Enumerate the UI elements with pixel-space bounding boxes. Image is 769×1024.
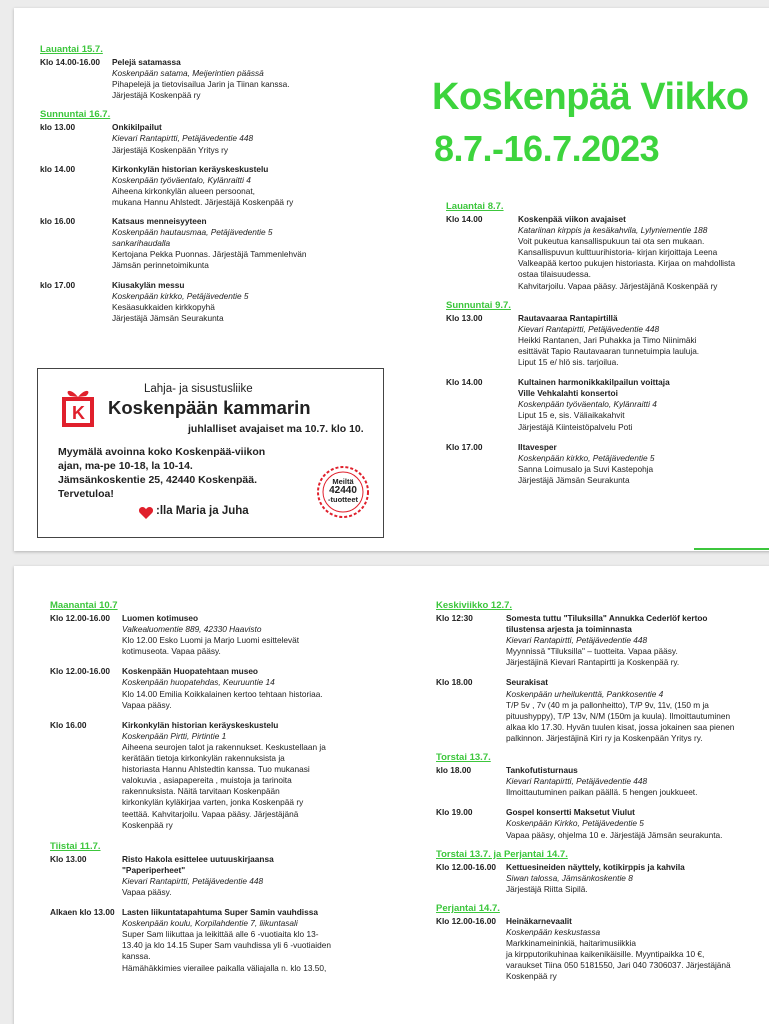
event-item [50, 720, 380, 831]
program-page-1 [14, 8, 769, 551]
event-location: Koskenpään satama, Meijerintien päässä [112, 68, 264, 79]
event-time: Klo 18.00 [436, 677, 473, 688]
event-item [40, 216, 380, 271]
event-details: Aiheena seurojen talot ja rakennukset. Keskustellaan ja kerätään tietoja kirkonkylän rakennuksista ja historiasta Hannu Ahlstedtin kanssa. Tuo mukanasi valokuvia , asiapapereita , muistoja ja tarinoita rakennuksista. Näitä tarvitaan Koskenpään kirkonkylän kyläkirjaa varten, jonka Koskenpää ry teettää. Kahvitarjoilu. Vapaa pääsy. Järjestäjänä Koskenpää ry [122, 741, 326, 830]
event-details: Aiheena kirkonkylän alueen persoonat, mukana Hannu Ahlstedt. Järjestäjä Koskenpää ry [112, 185, 294, 207]
event-time: Klo 13.00 [50, 853, 87, 864]
svg-text:K: K [72, 403, 85, 423]
event-title: Iltavesper [518, 441, 557, 452]
ad-shop-name: Koskenpään kammarin [108, 397, 311, 418]
event-body [506, 613, 769, 668]
event-item [40, 57, 380, 101]
event-title: Luomen kotimuseo [122, 613, 199, 623]
event-location: Koskenpään Pirtti, Pirtintie 1 [122, 730, 227, 741]
event-title: Rautavaaraa Rantapirtillä [518, 312, 618, 323]
event-details: Kertojana Pekka Puonnas. Järjestäjä Tammenlehvän Jämsän perinnetoimikunta [112, 249, 307, 271]
event-title: Seurakisat [506, 677, 548, 688]
event-body [122, 666, 380, 710]
event-body [506, 807, 769, 840]
event-title: Risto Hakola esittelee uutuuskirjaansa "Paperiperheet" [122, 853, 274, 875]
event-time: Klo 17.00 [446, 441, 483, 452]
event-location: Kievari Rantapirtti, Petäjävedentie 448 [506, 776, 648, 787]
event-body [122, 613, 380, 657]
event-body [506, 916, 769, 983]
sheet2-right-column [436, 600, 769, 982]
ad-shop-type: Lahja- ja sisustusliike [144, 383, 253, 395]
event-location: Koskenpään huopatehdas, Keuruuntie 14 [122, 677, 275, 688]
event-body [506, 677, 769, 744]
event-body [518, 214, 769, 292]
event-time: Klo 12.00-16.00 [50, 613, 110, 623]
event-item [50, 907, 380, 974]
event-title: Koskenpään Huopatehtaan museo [122, 666, 259, 677]
day-heading: Torstai 13.7. [436, 752, 491, 764]
event-item [50, 854, 380, 898]
event-time: klo 16.00 [40, 216, 76, 227]
event-time: klo 13.00 [40, 122, 76, 133]
event-location: Kievari Rantapirtti, Petäjävedentie 448 [506, 635, 648, 646]
event-item [40, 122, 380, 155]
event-body [112, 280, 380, 324]
gift-logo-icon [60, 385, 96, 429]
event-details: Järjestäjä Koskenpään Yritys ry [112, 144, 229, 155]
event-time: Klo 14.00 [446, 377, 483, 388]
event-title: Gospel konsertti Maksetut Viulut [506, 807, 635, 818]
day-heading: Lauantai 8.7. [446, 201, 504, 212]
event-body [122, 907, 380, 974]
event-title: Tankofutisturnaus [506, 765, 578, 776]
event-details: Klo 14.00 Emilia Koikkalainen kertoo tehtaan historiaa. Vapaa pääsy. [122, 688, 323, 710]
event-item [436, 765, 769, 798]
ad-signature: :lla Maria ja Juha [156, 505, 249, 517]
event-item [446, 313, 769, 368]
event-location: Koskenpään hautausmaa, Petäjävedentie 5 sankarihaudalla [112, 227, 273, 249]
event-time: Klo 14.00-16.00 [40, 57, 100, 67]
seal-number: 42440 [329, 485, 357, 496]
page-divider [694, 548, 769, 550]
event-title: Onkikilpailut [112, 122, 162, 133]
event-location: Koskenpään kirkko, Petäjävedentie 5 [518, 452, 655, 463]
day-heading: Tiistai 11.7. [50, 840, 101, 852]
event-title: Pelejä satamassa [112, 57, 181, 67]
event-location: Kievari Rantapirtti, Petäjävedentie 448 [122, 875, 264, 886]
ad-details: Myymälä avoinna koko Koskenpää-viikon ajan, ma-pe 10-18, la 10-14. Jämsänkoskentie 25, 42440 Koskenpää. Tervetuloa! [58, 446, 266, 500]
event-details: Heikki Rantanen, Jari Puhakka ja Timo Niinimäki esittävät Tapio Rautavaaran tunnetuimpia lauluja. Liput 15 e/ hlö sis. tarjoilua. [518, 334, 700, 368]
event-item [436, 862, 769, 895]
seal-text [316, 477, 370, 504]
event-body [112, 164, 380, 208]
event-item [50, 666, 380, 710]
event-title: Kirkonkylän historian keräyskeskustelu [112, 163, 269, 174]
sheet1-right-column [446, 201, 769, 486]
event-location: Koskenpään urheilukenttä, Pankkosentie 4 [506, 688, 664, 699]
event-time: Klo 12.00-16.00 [436, 861, 496, 872]
program-page-2 [14, 566, 769, 1024]
event-time: klo 18.00 [436, 765, 472, 776]
event-time: Alkaen klo 13.00 [50, 907, 115, 918]
event-body [518, 313, 769, 368]
program-dates: 8.7.-16.7.2023 [434, 128, 660, 169]
event-details: Kesäasukkaiden kirkkopyhä Järjestäjä Jämsän Seurakunta [112, 301, 224, 323]
event-details: Järjestäjä Riitta Sipilä. [506, 883, 588, 894]
event-body [112, 216, 380, 271]
event-title: Katsaus menneisyyteen [112, 216, 207, 227]
heart-icon [138, 505, 154, 521]
event-details: T/P 5v , 7v (40 m ja pallonheitto), T/P 9v, 11v, (150 m ja pituushyppy), T/P 13v, N/M (150m ja kuula). Ilmoittautuminen alkaa klo 17.30. Hyvän tuulen kisat, jossa jokainen saa pienen palkinnon. Järjestäjinä Kiri ry ja Koskenpään Yritys ry. [506, 699, 735, 743]
event-item [446, 442, 769, 486]
event-location: Kievari Rantapirtti, Petäjävedentie 448 [112, 133, 254, 144]
event-item [436, 677, 769, 744]
day-heading: Perjantai 14.7. [436, 902, 500, 914]
event-item [40, 164, 380, 208]
event-title: Somesta tuttu "Tiluksilla" Annukka Cederlöf kertoo tilustensa arjesta ja toiminnasta [506, 613, 708, 635]
event-details: Voit pukeutua kansallispukuun tai ota sen mukaan. Kansallispuvun kulttuurihistoria- kirjan kirjoittaja Leena Valkeapää kertoo pukujen historiasta. Kirjaa on mahdollista ostaa tilaisuudessa. Kahvitarjoilu. Vapaa pääsy. Järjestäjänä Koskenpää ry [518, 236, 736, 291]
event-body [518, 442, 769, 486]
event-body [112, 57, 380, 101]
event-time: Klo 12.00-16.00 [436, 915, 496, 926]
event-location: Katariinan kirppis ja kesäkahvila, Lylyniementie 188 [518, 225, 708, 236]
event-details: Sanna Loimusalo ja Suvi Kastepohja Järjestäjä Jämsän Seurakunta [518, 463, 654, 485]
event-title: Koskenpää viikon avajaiset [518, 214, 626, 224]
event-time: Klo 12:30 [436, 613, 473, 623]
event-item [436, 613, 769, 668]
shop-advertisement [37, 368, 384, 538]
event-item [436, 916, 769, 983]
event-location: Siwan talossa, Jämsänkoskentie 8 [506, 872, 633, 883]
event-title: Kettuesineiden näyttely, kotikirppis ja kahvila [506, 861, 685, 872]
event-time: klo 14.00 [40, 163, 76, 174]
event-time: Klo 16.00 [50, 719, 87, 730]
event-item [50, 613, 380, 657]
event-body [112, 122, 380, 155]
event-details: Pihapelejä ja tietovisailua Jarin ja Tiinan kanssa. Järjestäjä Koskenpää ry [112, 79, 290, 101]
event-details: Super Sam liikuttaa ja leikittää alle 6 -vuotiaita klo 13- 13.40 ja klo 14.15 Super Sam vauhdissa yli 6 -vuotiaiden kanssa. Hämähäkkimies vierailee paikalla väliajalla n. klo 13.50, [122, 929, 331, 973]
event-item [446, 377, 769, 432]
event-details: Myynnissä "Tiluksilla" – tuotteita. Vapaa pääsy. Järjestäjinä Kievari Rantapirtti ja Koskenpää ry. [506, 646, 680, 668]
event-time: klo 17.00 [40, 279, 76, 290]
event-body [518, 377, 769, 432]
event-item [40, 280, 380, 324]
event-time: Klo 14.00 [446, 214, 483, 224]
sheet1-left-column [40, 44, 380, 324]
event-location: Koskenpään Kirkko, Petäjävedentie 5 [506, 818, 644, 829]
event-item [436, 807, 769, 840]
seal-top-text: Meiltä [332, 477, 354, 486]
seal-bottom-text: -tuotteet [328, 495, 358, 504]
event-details: Vapaa pääsy, ohjelma 10 e. Järjestäjä Jämsän seurakunta. [506, 829, 723, 840]
event-body [122, 720, 380, 831]
ad-opening-info: juhlalliset avajaiset ma 10.7. klo 10. [188, 423, 364, 435]
event-title: Lasten liikuntatapahtuma Super Samin vauhdissa [122, 907, 318, 918]
event-item [446, 214, 769, 292]
event-title: Kirkonkylän historian keräyskeskustelu [122, 719, 279, 730]
event-body [506, 765, 769, 798]
event-location: Koskenpään keskustassa [506, 926, 601, 937]
event-details: Klo 12.00 Esko Luomi ja Marjo Luomi esittelevät kotimuseota. Vapaa pääsy. [122, 635, 300, 657]
event-details: Markkinameininkiä, haitarimusiikkia ja kirpputorikuhinaa kaikenikäisille. Myyntipaikka 10 €, varaukset Tiina 050 5181550, Jari 040 7306037. Järjestäjänä Koskenpää ry [506, 938, 731, 982]
day-heading: Maanantai 10.7 [50, 600, 118, 611]
day-heading: Torstai 13.7. ja Perjantai 14.7. [436, 848, 568, 860]
day-heading: Sunnuntai 16.7. [40, 109, 111, 121]
day-heading: Keskiviikko 12.7. [436, 600, 513, 611]
event-location: Koskenpään kirkko, Petäjävedentie 5 [112, 290, 249, 301]
program-title: Koskenpää Viikko [432, 76, 749, 118]
event-location: Valkealuomentie 889, 42330 Haavisto [122, 624, 262, 635]
event-location: Koskenpään koulu, Korpilahdentie 7, liikuntasali [122, 918, 298, 929]
event-location: Koskenpään työväentalo, Kylänraitti 4 [518, 399, 657, 410]
sheet2-left-column [50, 600, 380, 974]
event-body [122, 854, 380, 898]
event-location: Kievari Rantapirtti, Petäjävedentie 448 [518, 323, 660, 334]
event-details: Liput 15 e, sis. Väliaikakahvit Järjestäjä Kiinteistöpalvelu Poti [518, 410, 633, 432]
event-title: Kultainen harmonikkakilpailun voittaja Ville Vehkalahti konsertoi [518, 377, 670, 399]
day-heading: Sunnuntai 9.7. [446, 299, 511, 311]
event-title: Kiusakylän messu [112, 279, 185, 290]
event-time: Klo 12.00-16.00 [50, 666, 110, 677]
event-time: Klo 13.00 [446, 312, 483, 323]
event-body [506, 862, 769, 895]
event-location: Koskenpään työväentalo, Kylänraitti 4 [112, 174, 251, 185]
day-heading: Lauantai 15.7. [40, 44, 103, 55]
event-time: Klo 19.00 [436, 807, 473, 818]
event-details: Vapaa pääsy. [122, 886, 172, 897]
event-details: Ilmoittautuminen paikan päällä. 5 hengen joukkueet. [506, 787, 698, 798]
event-title: Heinäkarnevaalit [506, 915, 572, 926]
